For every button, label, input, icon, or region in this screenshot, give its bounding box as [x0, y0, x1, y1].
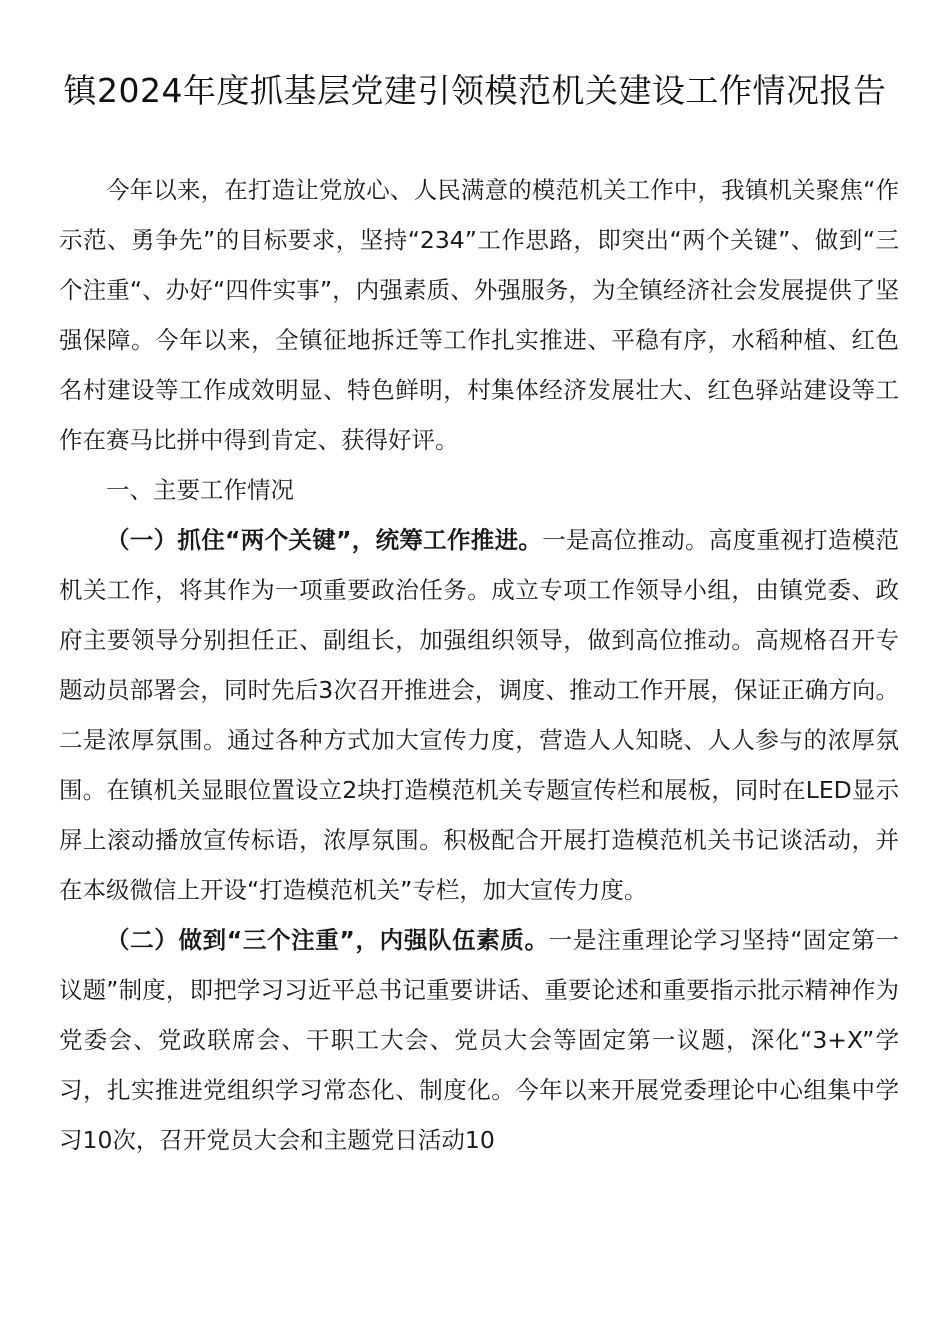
item-1-paragraph: [59, 515, 899, 915]
section-heading-main-work: 一、主要工作情况: [106, 476, 294, 504]
item-2-paragraph: [59, 915, 899, 1165]
item-2-lead: （二）做到“三个注重”，内强队伍素质。: [106, 926, 549, 954]
item-1-lead: （一）抓住“两个关键”，统筹工作推进。: [106, 526, 543, 554]
document-title: 镇2024年度抓基层党建引领模范机关建设工作情况报告: [63, 71, 887, 110]
intro-paragraph: 今年以来，在打造让党放心、人民满意的模范机关工作中，我镇机关聚焦“作示范、勇争先”的目标要求，坚持“234”工作思路，即突出“两个关键”、做到“三个注重“、办好“四件实事”，内强素质、外强服务，为全镇经济社会发展提供了坚强保障。今年以来，全镇征地拆迁等工作扎实推进、平稳有序，水稻种植、红色名村建设等工作成效明显、特色鲜明，村集体经济发展壮大、红色驿站建设等工作在赛马比拼中得到肯定、获得好评。: [59, 176, 899, 454]
item-1-text: 一是高位推动。高度重视打造模范机关工作，将其作为一项重要政治任务。成立专项工作领导小组，由镇党委、政府主要领导分别担任正、副组长，加强组织领导，做到高位推动。高规格召开专题动员部署会，同时先后3次召开推进会，调度、推动工作开展，保证正确方向。二是浓厚氛围。通过各种方式加大宣传力度，营造人人知晓、人人参与的浓厚氛围。在镇机关显眼位置设立2块打造模范机关专题宣传栏和展板，同时在LED显示屏上滚动播放宣传标语，浓厚氛围。积极配合开展打造模范机关书记谈活动，并在本级微信上开设“打造模范机关”专栏，加大宣传力度。: [59, 526, 900, 904]
document-body: [59, 165, 899, 1165]
item-2-text: 一是注重理论学习坚持“固定第一议题”制度，即把学习习近平总书记重要讲话、重要论述和重要指示批示精神作为党委会、党政联席会、干职工大会、党员大会等固定第一议题，深化“3+X”学习，扎实推进党组织学习常态化、制度化。今年以来开展党委理论中心组集中学习10次，召开党员大会和主题党日活动10: [59, 926, 899, 1154]
